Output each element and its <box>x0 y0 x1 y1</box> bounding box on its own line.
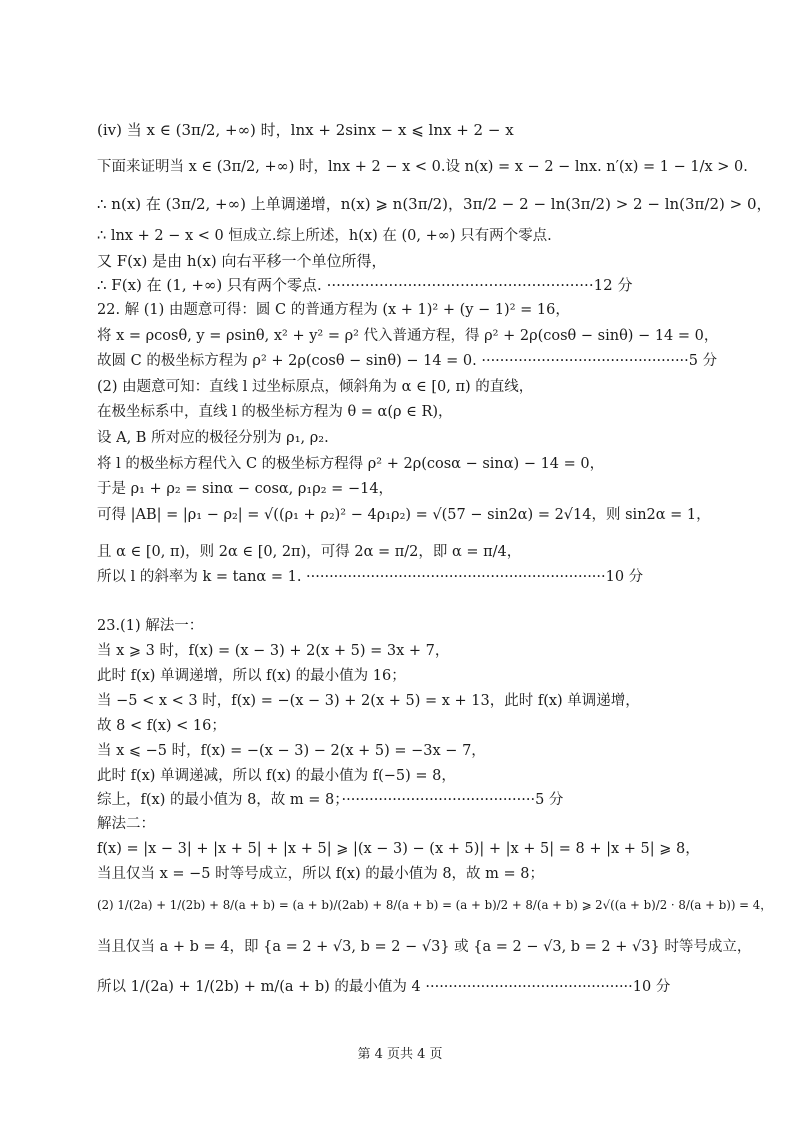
text-line: 当 x ⩽ −5 时，f(x) = −(x − 3) − 2(x + 5) = −3x − 7， <box>97 743 486 759</box>
text-line: 22. 解 (1) 由题意可得：圆 C 的普通方程为 (x + 1)² + (y − 1)² = 16， <box>97 302 570 318</box>
text-line: 于是 ρ₁ + ρ₂ = sinα − cosα, ρ₁ρ₂ = −14， <box>97 481 394 497</box>
text-line: 综上，f(x) 的最小值为 8，故 m = 8；··········································5 分 <box>97 792 564 808</box>
text-line: 当 x ⩾ 3 时，f(x) = (x − 3) + 2(x + 5) = 3x + 7， <box>97 643 450 659</box>
text-line: ∴ n(x) 在 (3π/2, +∞) 上单调递增，n(x) ⩾ n(3π/2)，3π/2 − 2 − ln(3π/2) > 2 − ln(3π/2) > 0， <box>97 195 772 213</box>
page-footer: 第 4 页共 4 页 <box>357 1047 443 1062</box>
text-line: 且 α ∈ [0, π)，则 2α ∈ [0, 2π)，可得 2α = π/2，即 α = π/4， <box>97 544 522 560</box>
text-line: (2) 由题意可知：直线 l 过坐标原点，倾斜角为 α ∈ [0, π) 的直线， <box>97 379 534 395</box>
text-line: 故圆 C 的极坐标方程为 ρ² + 2ρ(cosθ − sinθ) − 14 = 0. ·············································5 分 <box>97 353 718 369</box>
text-line: 当 −5 < x < 3 时，f(x) = −(x − 3) + 2(x + 5) = x + 13，此时 f(x) 单调递增， <box>97 693 640 709</box>
text-line: 当且仅当 a + b = 4，即 {a = 2 + √3, b = 2 − √3} 或 {a = 2 − √3, b = 2 + √3} 时等号成立， <box>97 939 752 955</box>
text-line: 将 x = ρcosθ, y = ρsinθ, x² + y² = ρ² 代入普通方程，得 ρ² + 2ρ(cosθ − sinθ) − 14 = 0， <box>97 328 719 344</box>
text-line: 设 A, B 所对应的极径分别为 ρ₁, ρ₂. <box>97 430 329 446</box>
text-line: f(x) = |x − 3| + |x + 5| + |x + 5| ⩾ |(x − 3) − (x + 5)| + |x + 5| = 8 + |x + 5| ⩾ 8， <box>97 841 700 857</box>
text-line: 故 8 < f(x) < 16； <box>97 718 226 734</box>
text-line: 当且仅当 x = −5 时等号成立，所以 f(x) 的最小值为 8，故 m = 8； <box>97 866 544 882</box>
text-line: (2) 1/(2a) + 1/(2b) + 8/(a + b) = (a + b)/(2ab) + 8/(a + b) = (a + b)/2 + 8/(a + b) ⩾ 2√((a + b)/2 · 8/(a + b)) = 4， <box>97 898 772 912</box>
text-line: 23.(1) 解法一： <box>97 618 204 634</box>
text-line: 又 F(x) 是由 h(x) 向右平移一个单位所得， <box>97 252 387 270</box>
text-line: 所以 1/(2a) + 1/(2b) + m/(a + b) 的最小值为 4 ·············································10 分 <box>97 979 671 995</box>
text-line: 此时 f(x) 单调递增，所以 f(x) 的最小值为 16； <box>97 668 406 684</box>
text-line: 此时 f(x) 单调递减，所以 f(x) 的最小值为 f(−5) = 8， <box>97 768 456 784</box>
text-line: 可得 |AB| = |ρ₁ − ρ₂| = √((ρ₁ + ρ₂)² − 4ρ₁ρ₂) = √(57 − sin2α) = 2√14，则 sin2α = 1， <box>97 507 711 523</box>
text-line: 解法二： <box>97 816 155 832</box>
text-line: 下面来证明当 x ∈ (3π/2, +∞) 时，lnx + 2 − x < 0.设 n(x) = x − 2 − lnx. n′(x) = 1 − 1/x > 0. <box>97 159 748 175</box>
text-line: 所以 l 的斜率为 k = tanα = 1. ·································································10 分 <box>97 569 644 585</box>
text-line: ∴ F(x) 在 (1, +∞) 只有两个零点. ························································12 分 <box>97 276 633 294</box>
text-line: 在极坐标系中，直线 l 的极坐标方程为 θ = α(ρ ∈ R)， <box>97 404 453 420</box>
text-line: ∴ lnx + 2 − x < 0 恒成立.综上所述，h(x) 在 (0, +∞) 只有两个零点. <box>97 228 552 244</box>
text-line: 将 l 的极坐标方程代入 C 的极坐标方程得 ρ² + 2ρ(cosα − sinα) − 14 = 0， <box>97 456 605 472</box>
text-line: (iv) 当 x ∈ (3π/2, +∞) 时，lnx + 2sinx − x ⩽ lnx + 2 − x <box>97 121 514 139</box>
